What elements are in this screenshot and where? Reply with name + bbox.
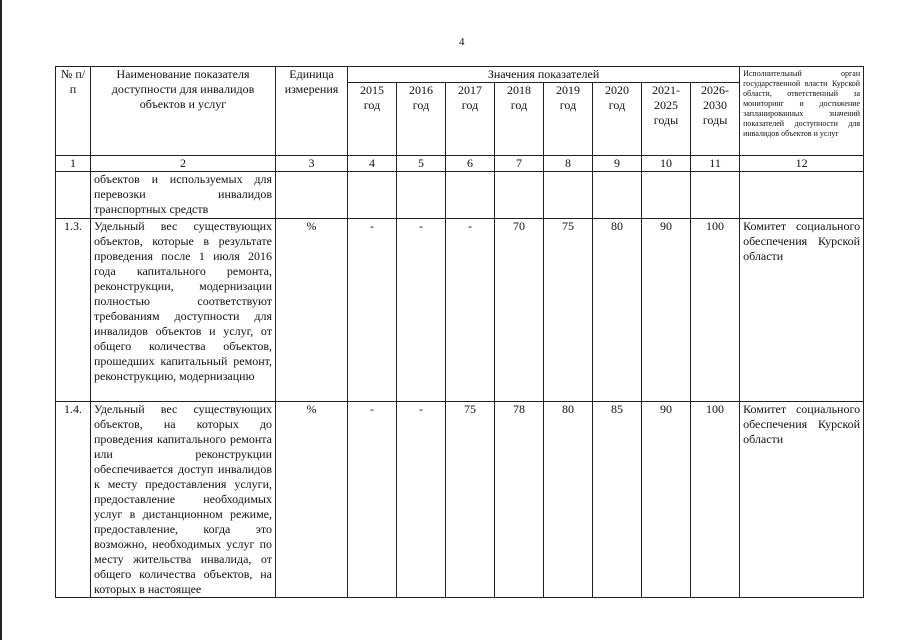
value-2016: - [397,402,446,598]
value-2021-2025 [642,172,691,219]
header-unit: Единица измерения [276,67,348,156]
table-row-1-3 [56,219,864,402]
unit [276,172,348,219]
value-2020: 80 [593,219,642,402]
page-left-edge [0,0,2,640]
column-number: 9 [593,156,642,172]
unit: % [276,219,348,402]
value-2017: - [446,219,495,402]
column-number: 11 [691,156,740,172]
value-2026-2030 [691,172,740,219]
header-year-2015: 2015 год [348,83,397,156]
header-year-2026-2030: 2026-2030 годы [691,83,740,156]
column-number: 7 [495,156,544,172]
column-number: 6 [446,156,495,172]
header-exec: Исполнительный орган государственной власти Курской области, ответственный за мониторинг и достижение запланированных значений показателей доступности для инвалидов объектов и услуг [740,67,864,156]
column-number: 10 [642,156,691,172]
column-number: 5 [397,156,446,172]
header-name: Наименование показателя доступности для инвалидов объектов и услуг [91,67,276,156]
executor: Комитет социального обеспечения Курской области [740,219,864,402]
value-2026-2030: 100 [691,219,740,402]
value-2019: 80 [544,402,593,598]
value-2016: - [397,219,446,402]
executor: Комитет социального обеспечения Курской области [740,402,864,598]
indicators-table [55,66,864,598]
column-number: 12 [740,156,864,172]
header-year-2017: 2017 год [446,83,495,156]
value-2019: 75 [544,219,593,402]
header-year-2018: 2018 год [495,83,544,156]
column-number: 2 [91,156,276,172]
value-2017: 75 [446,402,495,598]
value-2018: 78 [495,402,544,598]
value-2026-2030: 100 [691,402,740,598]
column-number: 3 [276,156,348,172]
value-2018 [495,172,544,219]
indicator-name: Удельный вес существующих объектов, на которых до проведения капитального ремонта или реконструкции обеспечивается доступ инвалидов к месту предоставления услуги, предоставление необходимых услуг в дистанционном режиме, предоставление, когда это возможно, необходимых услуг по месту жительства инвалида, от общего количества объектов, на которых в настоящее [91,402,276,598]
row-num: 1.4. [56,402,91,598]
value-2015: - [348,402,397,598]
value-2021-2025: 90 [642,402,691,598]
row-num: 1.3. [56,219,91,402]
column-number: 4 [348,156,397,172]
value-2015 [348,172,397,219]
value-2019 [544,172,593,219]
column-number: 8 [544,156,593,172]
value-2016 [397,172,446,219]
value-2020 [593,172,642,219]
executor [740,172,864,219]
table-row-continuation [56,172,864,219]
value-2021-2025: 90 [642,219,691,402]
table-row-1-4 [56,402,864,598]
header-row-1 [56,67,864,83]
indicator-name: объектов и используемых для перевозки инвалидов транспортных средств [91,172,276,219]
header-values-group: Значения показателей [348,67,740,83]
indicator-name: Удельный вес существующих объектов, которые в результате проведения после 1 июля 2016 года капитального ремонта, реконструкции, модернизации полностью соответствуют требованиям доступности для инвалидов объектов и услуг, от общего количества объектов, прошедших капитальный ремонт, реконструкцию, модернизацию [91,219,276,402]
header-year-2021-2025: 2021-2025 годы [642,83,691,156]
value-2017 [446,172,495,219]
value-2015: - [348,219,397,402]
header-year-2016: 2016 год [397,83,446,156]
header-num: № п/п [56,67,91,156]
header-year-2019: 2019 год [544,83,593,156]
value-2020: 85 [593,402,642,598]
unit: % [276,402,348,598]
row-num [56,172,91,219]
column-numbers-row [56,156,864,172]
column-number: 1 [56,156,91,172]
page-number: 4 [459,36,465,48]
value-2018: 70 [495,219,544,402]
header-year-2020: 2020 год [593,83,642,156]
